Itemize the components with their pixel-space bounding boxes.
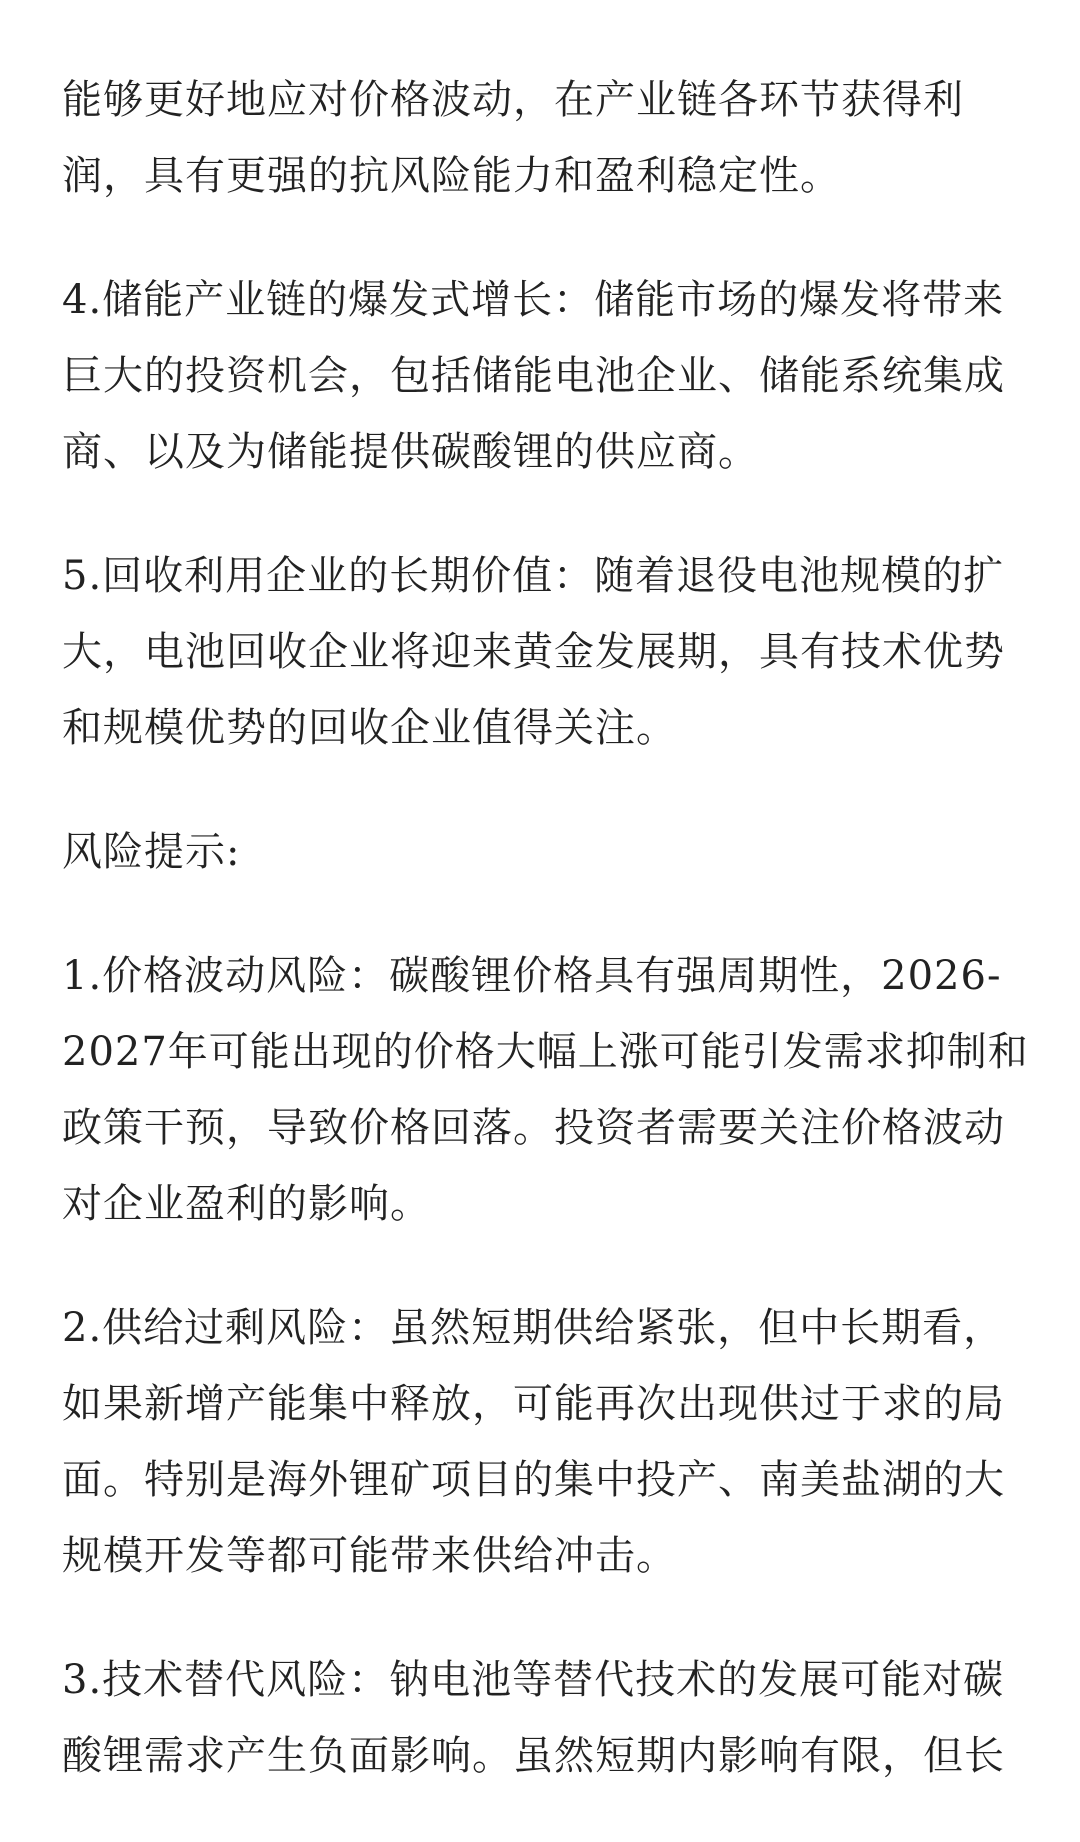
text-line: 1.价格波动风险：碳酸锂价格具有强周期性，2026- <box>62 953 1002 999</box>
text-line: 4.储能产业链的爆发式增长：储能市场的爆发将带来 <box>62 277 1005 323</box>
paragraph-intro-conclusion <box>62 62 1022 214</box>
text-line: 政策干预，导致价格回落。投资者需要关注价格波动 <box>62 1105 1005 1151</box>
text-line: 3.技术替代风险：钠电池等替代技术的发展可能对碳 <box>62 1657 1005 1703</box>
text-line: 润，具有更强的抗风险能力和盈利稳定性。 <box>62 153 841 199</box>
text-line: 规模开发等都可能带来供给冲击。 <box>62 1533 677 1579</box>
paragraph-point-4 <box>62 262 1022 490</box>
text-line: 面。特别是海外锂矿项目的集中投产、南美盐湖的大 <box>62 1457 1005 1503</box>
text-line: 如果新增产能集中释放，可能再次出现供过于求的局 <box>62 1381 1005 1427</box>
text-line: 巨大的投资机会，包括储能电池企业、储能系统集成 <box>62 353 1005 399</box>
article-body <box>62 62 1029 1842</box>
text-line: 商、以及为储能提供碳酸锂的供应商。 <box>62 429 759 475</box>
text-line: 能够更好地应对价格波动，在产业链各环节获得利 <box>62 77 964 123</box>
paragraph-risk-2 <box>62 1290 1022 1594</box>
text-line: 大，电池回收企业将迎来黄金发展期，具有技术优势 <box>62 629 1005 675</box>
text-line: 2027年可能出现的价格大幅上涨可能引发需求抑制和 <box>62 1029 1029 1075</box>
paragraph-risk-1 <box>62 938 1029 1242</box>
paragraph-point-5 <box>62 538 1022 766</box>
text-line: 对企业盈利的影响。 <box>62 1181 431 1227</box>
section-heading-risk <box>62 814 1022 890</box>
text-line: 5.回收利用企业的长期价值：随着退役电池规模的扩 <box>62 553 1005 599</box>
text-line: 2.供给过剩风险：虽然短期供给紧张，但中长期看， <box>62 1305 1005 1351</box>
text-line: 和规模优势的回收企业值得关注。 <box>62 705 677 751</box>
paragraph-risk-3 <box>62 1642 1022 1794</box>
text-line: 风险提示: <box>62 829 241 875</box>
text-line: 酸锂需求产生负面影响。虽然短期内影响有限，但长 <box>62 1733 1005 1779</box>
